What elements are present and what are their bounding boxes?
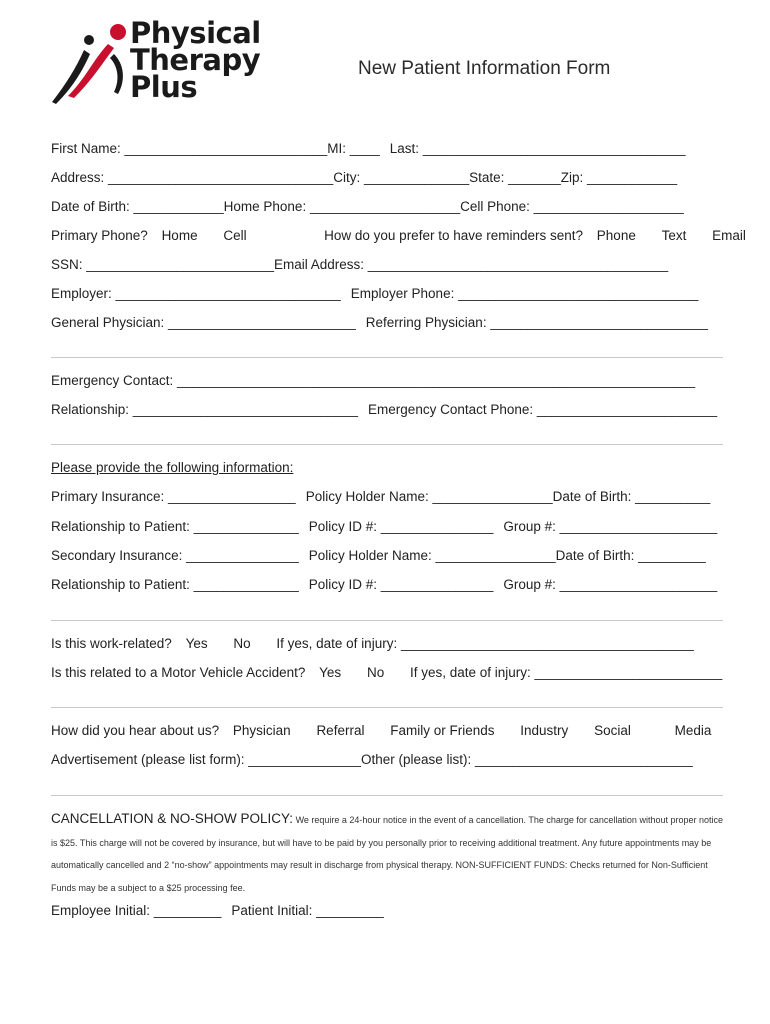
logo-line-2: Therapy (130, 43, 261, 77)
employee-initial-field[interactable]: Employee Initial: _________ (51, 903, 222, 918)
policy-heading: CANCELLATION & NO-SHOW POLICY: (51, 811, 294, 826)
last-name-field[interactable]: Last: ___________________________________ (389, 141, 686, 156)
secondary-patient-relationship-field[interactable]: Relationship to Patient: ______________ (51, 577, 299, 592)
first-name-field[interactable]: First Name: ___________________________ (51, 141, 328, 156)
running-figure-icon (48, 18, 138, 110)
state-field[interactable]: State: _______ (469, 170, 561, 185)
primary-insurance-row (51, 489, 723, 504)
group-field[interactable]: Group #: _____________________ (503, 519, 718, 534)
secondary-insurance-field[interactable]: Secondary Insurance: _______________ (51, 548, 299, 563)
divider (51, 620, 723, 621)
motor-vehicle-no-option[interactable]: No (366, 665, 385, 680)
dob-row (51, 199, 723, 214)
physician-row (51, 315, 723, 330)
primary-phone-cell-option[interactable]: Cell (223, 228, 247, 243)
hear-media-option[interactable]: Media (674, 723, 712, 738)
employer-phone-field[interactable]: Employer Phone: ________________________________ (350, 286, 699, 301)
ssn-field[interactable]: SSN: _________________________ (51, 257, 274, 272)
reminders-label: How do you prefer to have reminders sent? (324, 228, 584, 243)
secondary-group-field[interactable]: Group #: _____________________ (503, 577, 718, 592)
hear-physician-option[interactable]: Physician (232, 723, 291, 738)
emergency-phone-field[interactable]: Emergency Contact Phone: ________________________ (368, 402, 718, 417)
hear-family-option[interactable]: Family or Friends (390, 723, 495, 738)
advertisement-field[interactable]: Advertisement (please list form): _______________ (51, 752, 361, 767)
work-related-yes-option[interactable]: Yes (185, 636, 208, 651)
logo-line-1: Physical (130, 16, 261, 50)
reminder-text-option[interactable]: Text (661, 228, 687, 243)
secondary-holder-dob-field[interactable]: Date of Birth: _________ (555, 548, 706, 563)
insurance-heading: Please provide the following information: (51, 460, 294, 475)
address-field[interactable]: Address: ______________________________ (51, 170, 334, 185)
mi-field[interactable]: MI: ____ (327, 141, 380, 156)
primary-relationship-row (51, 519, 723, 534)
patient-relationship-field[interactable]: Relationship to Patient: ______________ (51, 519, 299, 534)
work-injury-date-field[interactable]: If yes, date of injury: _______________________________________ (276, 636, 694, 651)
form-title: New Patient Information Form (358, 58, 611, 79)
reminder-phone-option[interactable]: Phone (596, 228, 636, 243)
holder-dob-field[interactable]: Date of Birth: __________ (552, 489, 711, 504)
work-related-question: Is this work-related? (51, 636, 172, 651)
advertisement-row (51, 752, 723, 767)
hear-about-row (51, 723, 723, 738)
primary-phone-row (51, 228, 746, 243)
primary-insurance-field[interactable]: Primary Insurance: _________________ (51, 489, 296, 504)
address-row (51, 170, 723, 185)
emergency-contact-row (51, 373, 723, 388)
divider (51, 795, 723, 796)
other-field[interactable]: Other (please list): _____________________________ (360, 752, 693, 767)
primary-phone-label: Primary Phone? (51, 228, 148, 243)
logo (48, 18, 298, 110)
employer-row (51, 286, 723, 301)
divider (51, 357, 723, 358)
motor-vehicle-yes-option[interactable]: Yes (319, 665, 342, 680)
motor-injury-date-field[interactable]: If yes, date of injury: _________________________ (409, 665, 723, 680)
secondary-policy-id-field[interactable]: Policy ID #: _______________ (308, 577, 494, 592)
primary-phone-home-option[interactable]: Home (161, 228, 198, 243)
divider (51, 707, 723, 708)
initials-row (51, 903, 723, 918)
work-related-no-option[interactable]: No (233, 636, 251, 651)
cell-phone-field[interactable]: Cell Phone: ____________________ (460, 199, 684, 214)
policy-id-field[interactable]: Policy ID #: _______________ (308, 519, 494, 534)
general-physician-field[interactable]: General Physician: _________________________ (51, 315, 356, 330)
relationship-field[interactable]: Relationship: ______________________________ (51, 402, 359, 417)
email-field[interactable]: Email Address: ________________________________________ (273, 257, 669, 272)
reminder-email-option[interactable]: Email (712, 228, 746, 243)
emergency-contact-field[interactable]: Emergency Contact: _____________________________________________________________________ (51, 373, 696, 388)
secondary-holder-field[interactable]: Policy Holder Name: ________________ (308, 548, 556, 563)
policy-text: We require a 24-hour notice in the event of a cancellation. The charge for cancellation without proper notice is $25. This charge will not be covered by insurance, but will have to be paid by you personally prior to receiving additional treatment. Any future appointments may be automatically cancelled and 2 “no-show” appointments may result in discharge from physical therapy. NON-SUFFICIENT FUNDS: Checks returned for Non-Sufficient Funds may be a subject to a $25 processing fee. (51, 815, 723, 893)
referring-physician-field[interactable]: Referring Physician: _____________________________ (365, 315, 709, 330)
hear-referral-option[interactable]: Referral (316, 723, 365, 738)
home-phone-field[interactable]: Home Phone: ____________________ (223, 199, 461, 214)
policy-holder-field[interactable]: Policy Holder Name: ________________ (305, 489, 553, 504)
city-field[interactable]: City: ______________ (333, 170, 470, 185)
logo-line-3: Plus (130, 70, 198, 104)
name-row (51, 141, 723, 156)
divider (51, 444, 723, 445)
dob-field[interactable]: Date of Birth: ____________ (51, 199, 224, 214)
motor-vehicle-question: Is this related to a Motor Vehicle Accident? (51, 665, 306, 680)
ssn-row (51, 257, 723, 272)
secondary-relationship-row (51, 577, 723, 592)
secondary-insurance-row (51, 548, 723, 563)
employer-field[interactable]: Employer: ______________________________ (51, 286, 341, 301)
hear-industry-option[interactable]: Industry (520, 723, 569, 738)
hear-social-option[interactable]: Social (594, 723, 631, 738)
zip-field[interactable]: Zip: ____________ (560, 170, 678, 185)
relationship-row (51, 402, 723, 417)
work-related-row (51, 636, 723, 651)
hear-about-question: How did you hear about us? (51, 723, 220, 738)
cancellation-policy (51, 808, 731, 899)
patient-initial-field[interactable]: Patient Initial: _________ (231, 903, 384, 918)
motor-vehicle-row (51, 665, 723, 680)
